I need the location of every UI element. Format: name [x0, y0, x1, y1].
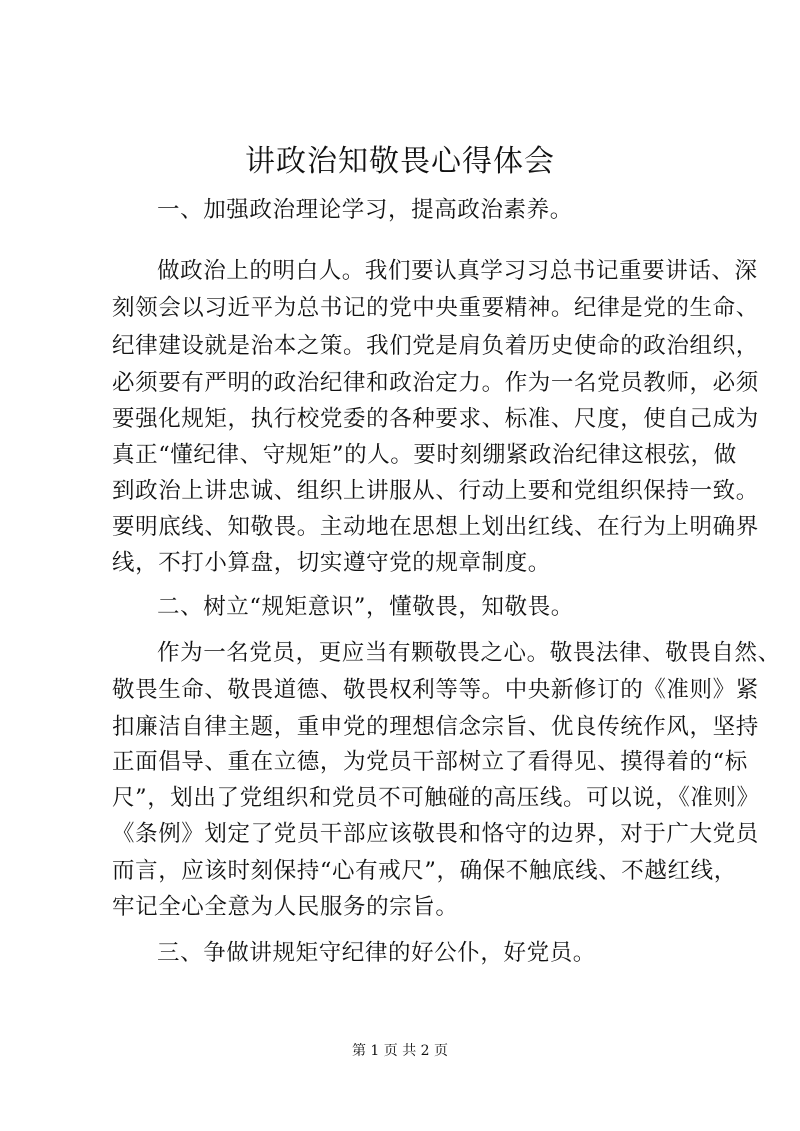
paragraph-line: 必须要有严明的政治纪律和政治定力。作为一名党员教师，必须	[112, 370, 759, 396]
paragraph-line: 刻领会以习近平为总书记的党中央重要精神。纪律是党的生命、	[112, 295, 759, 321]
paragraph-line: 真正“懂纪律、守规矩”的人。要时刻绷紧政治纪律这根弦，做	[112, 442, 737, 468]
paragraph-line: 尺”，划出了党组织和党员不可触碰的高压线。可以说，《准则》	[112, 785, 760, 811]
paragraph-line: 作为一名党员，更应当有颗敬畏之心。敬畏法律、敬畏自然、	[157, 640, 781, 666]
paragraph-line: 做政治上的明白人。我们要认真学习习总书记重要讲话、深	[157, 258, 758, 284]
paragraph-line: 正面倡导、重在立德，为党员干部树立了看得见、摸得着的“标	[112, 749, 748, 775]
paragraph-line: 《条例》划定了党员干部应该敬畏和恪守的边界，对于广大党员	[112, 821, 759, 847]
paragraph-line: 扣廉洁自律主题，重申党的理想信念宗旨、优良传统作风，坚持	[112, 714, 759, 740]
paragraph-line: 到政治上讲忠诚、组织上讲服从、行动上要和党组织保持一致。	[112, 478, 759, 504]
document-title: 讲政治知敬畏心得体会	[245, 144, 555, 179]
section-heading-3: 三、争做讲规矩守纪律的好公仆，好党员。	[157, 940, 596, 966]
paragraph-line: 而言，应该时刻保持“心有戒尺”，确保不触底线、不越红线，	[112, 858, 737, 884]
paragraph-line: 敬畏生命、敬畏道德、敬畏权利等等。中央新修订的《准则》紧	[112, 677, 759, 703]
section-heading-1: 一、加强政治理论学习，提高政治素养。	[157, 197, 573, 223]
paragraph-line: 要明底线、知敬畏。主动地在思想上划出红线、在行为上明确界	[112, 514, 759, 540]
section-heading-2: 二、树立“规矩意识”，懂敬畏，知敬畏。	[157, 594, 574, 620]
paragraph-line: 线，不打小算盘，切实遵守党的规章制度。	[112, 550, 551, 576]
paragraph-line: 牢记全心全意为人民服务的宗旨。	[112, 894, 459, 920]
page-footer: 第 1 页 共 2 页	[351, 1043, 449, 1059]
paragraph-line: 要强化规矩，执行校党委的各种要求、标准、尺度，使自己成为	[112, 406, 759, 432]
paragraph-line: 纪律建设就是治本之策。我们党是肩负着历史使命的政治组织，	[112, 333, 759, 359]
